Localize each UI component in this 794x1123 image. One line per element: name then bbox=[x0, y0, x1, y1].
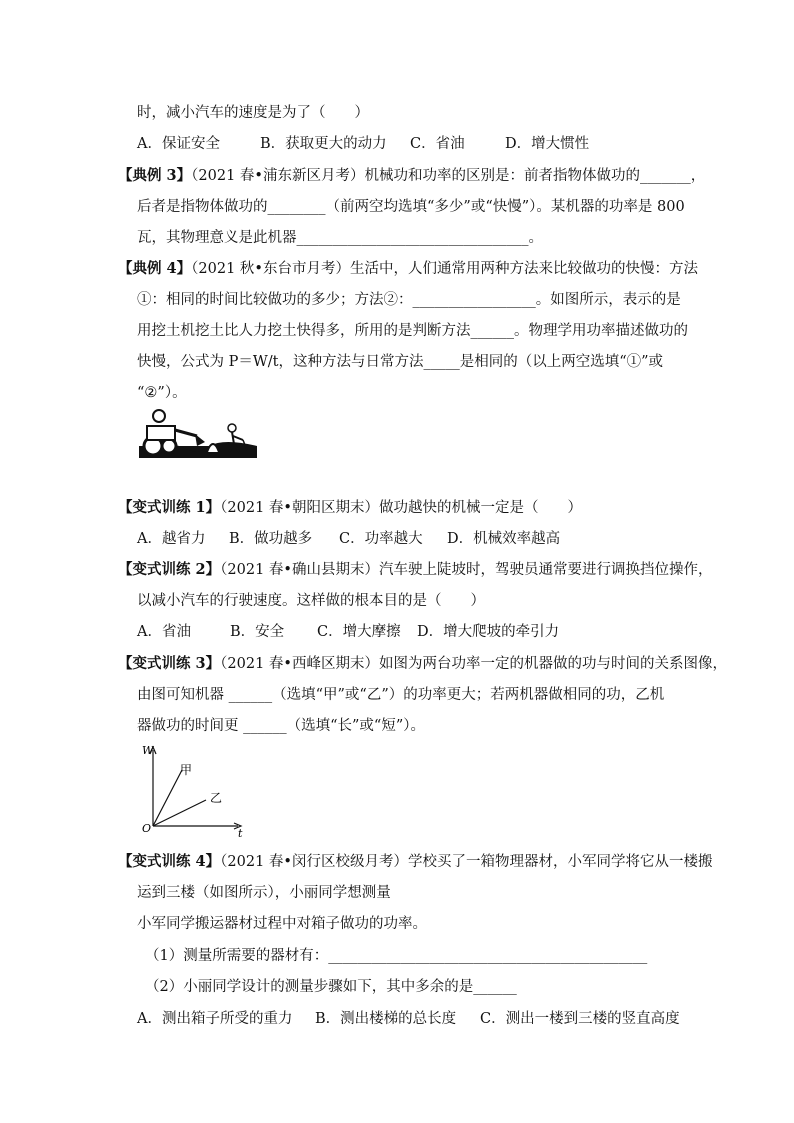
x-axis-label: t bbox=[238, 827, 243, 838]
variant-4-line-1: 【变式训练 4】（2021 春•闵行区校级月考）学校买了一箱物理器材，小军同学将它从一楼搬 bbox=[118, 853, 713, 870]
example-3-line-1: 【典例 3】（2021 春•浦东新区月考）机械功和功率的区别是：前者指物体做功的_______， bbox=[118, 167, 706, 184]
origin-label: O bbox=[142, 822, 152, 835]
line-jia-label: 甲 bbox=[180, 763, 193, 777]
y-axis-label: W bbox=[142, 744, 154, 757]
option-a: A．测出箱子所受的重力 bbox=[137, 1011, 293, 1027]
option-c: C．功率越大 bbox=[339, 531, 423, 547]
option-d: D．增大爬坡的牵引力 bbox=[417, 624, 560, 640]
variant-2-options bbox=[137, 622, 559, 642]
option-c: C．增大摩擦 bbox=[317, 624, 401, 640]
variant-2-line-2: 以减小汽车的行驶速度。这样做的根本目的是（ ） bbox=[137, 593, 485, 609]
example-3-line-2: 后者是指物体做功的________（前两空均选填“多少”或“快慢”）。某机器的功率是 800 bbox=[137, 199, 685, 215]
option-a: A．省油 bbox=[137, 624, 191, 640]
option-b: B．做功越多 bbox=[229, 531, 313, 547]
example-3-tag: 【典例 3】 bbox=[118, 167, 192, 184]
variant-2-tag: 【变式训练 2】 bbox=[118, 561, 221, 578]
question-continuation: 时，减小汽车的速度是为了（ ） bbox=[137, 105, 369, 121]
variant-3-tag: 【变式训练 3】 bbox=[118, 655, 221, 672]
example-4-line-2: ①：相同的时间比较做功的多少；方法②：_________________。如图所示，表示的是 bbox=[137, 292, 681, 308]
option-b: B．安全 bbox=[230, 624, 285, 640]
work-time-graph bbox=[140, 742, 250, 838]
options-row-1 bbox=[137, 134, 589, 154]
variant-3-line-1: 【变式训练 3】（2021 春•西峰区期末）如图为两台功率一定的机器做的功与时间的关系图像， bbox=[118, 655, 727, 672]
option-c: C．测出一楼到三楼的竖直高度 bbox=[480, 1011, 680, 1027]
option-b: B．测出楼梯的总长度 bbox=[315, 1011, 457, 1027]
variant-1-options bbox=[137, 529, 560, 549]
option-a: A．越省力 bbox=[137, 531, 206, 547]
line-yi-label: 乙 bbox=[210, 791, 223, 805]
variant-3-line-3: 器做功的时间更 ______（选填“长”或“短”）。 bbox=[137, 718, 426, 734]
variant-4-q2: （2）小丽同学设计的测量步骤如下，其中多余的是______ bbox=[145, 979, 517, 995]
example-3-line-3: 瓦，其物理意义是此机器________________________________。 bbox=[137, 230, 543, 246]
variant-4-q1: （1）测量所需要的器材有：____________________________________________ bbox=[145, 948, 648, 964]
example-4-line-5: “②”）。 bbox=[137, 385, 187, 401]
variant-1-tag: 【变式训练 1】 bbox=[118, 499, 221, 516]
excavator-illustration bbox=[139, 408, 257, 458]
example-4-line-4: 快慢，公式为 P＝W/t，这种方法与日常方法_____是相同的（以上两空选填“①”或 bbox=[137, 354, 664, 370]
variant-3-line-2: 由图可知机器 ______（选填“甲”或“乙”）的功率更大；若两机器做相同的功，乙机 bbox=[137, 687, 665, 703]
option-d: D．机械效率越高 bbox=[447, 531, 561, 547]
example-4-line-3: 用挖土机挖土比人力挖土快得多，所用的是判断方法______。物理学用功率描述做功的 bbox=[137, 323, 688, 339]
variant-1-line-1: 【变式训练 1】（2021 春•朝阳区期末）做功越快的机械一定是（ ） bbox=[118, 499, 582, 516]
line-jia bbox=[153, 770, 182, 826]
option-b: B．获取更大的动力 bbox=[260, 136, 387, 152]
line-yi bbox=[153, 800, 206, 826]
variant-2-line-1: 【变式训练 2】（2021 春•确山县期末）汽车驶上陡坡时，驾驶员通常要进行调换挡位操作， bbox=[118, 561, 713, 578]
option-d: D．增大惯性 bbox=[505, 136, 590, 152]
variant-4-line-3: 小军同学搬运器材过程中对箱子做功的功率。 bbox=[137, 916, 427, 932]
option-c: C．省油 bbox=[410, 136, 465, 152]
variant-4-line-2: 运到三楼（如图所示），小丽同学想测量 bbox=[137, 885, 391, 901]
variant-4-tag: 【变式训练 4】 bbox=[118, 853, 221, 870]
option-a: A．保证安全 bbox=[137, 136, 220, 152]
example-4-tag: 【典例 4】 bbox=[118, 260, 192, 277]
example-4-line-1: 【典例 4】（2021 秋•东台市月考）生活中，人们通常用两种方法来比较做功的快慢：方法 bbox=[118, 260, 698, 277]
variant-4-options bbox=[137, 1009, 680, 1029]
